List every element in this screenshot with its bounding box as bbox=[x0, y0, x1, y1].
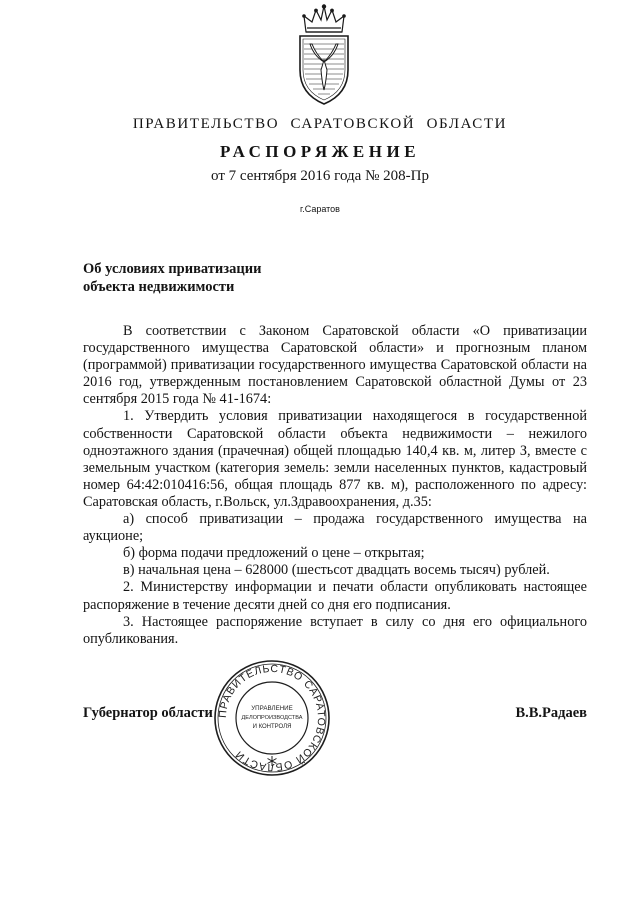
document-body bbox=[83, 323, 587, 648]
preamble-paragraph: В соответствии с Законом Саратовской области «О приватизации государственного имущества Саратовской области» и прогнозным планом (программой) приватизации государственного имущества Саратовской области на 2016 год, утвержденным постановлением Саратовской областной Думы от 23 сентября 2015 года № 41-1674: bbox=[83, 323, 587, 408]
document-subject bbox=[83, 260, 261, 296]
item-1-paragraph: 1. Утвердить условия приватизации находящегося в государственной собственности Саратовской области объекта недвижимости – нежилого одноэтажного здания (прачечная) общей площадью 140,4 кв. м, литер З, вместе с земельным участком (категория земель: земли населенных пунктов, кадастровый номер 64:42:010416:56, общая площадь 877 кв. м), расположенного по адресу: Саратовская область, г.Вольск, ул.Здравоохранения, д.35: bbox=[83, 408, 587, 510]
item-1a-paragraph: а) способ приватизации – продажа государственного имущества на аукционе; bbox=[83, 511, 587, 545]
government-title: ПРАВИТЕЛЬСТВО САРАТОВСКОЙ ОБЛАСТИ bbox=[132, 116, 508, 132]
stamp-line-3: И КОНТРОЛЯ bbox=[252, 724, 292, 730]
stamp-ring-text: ПРАВИТЕЛЬСТВО САРАТОВСКОЙ ОБЛАСТИ bbox=[216, 662, 328, 774]
item-3-paragraph: 3. Настоящее распоряжение вступает в силу со дня его официального опубликования. bbox=[83, 613, 587, 647]
subject-line-2: объекта недвижимости bbox=[83, 279, 235, 295]
signatory-name: В.В.Радаев bbox=[515, 705, 587, 721]
subject-line-1: Об условиях приватизации bbox=[83, 261, 262, 277]
item-2-paragraph: 2. Министерству информации и печати области опубликовать настоящее распоряжение в течение десяти дней со дня его подписания. bbox=[83, 579, 587, 613]
item-1b-paragraph: б) форма подачи предложений о цене – открытая; bbox=[123, 545, 425, 562]
document-date-number: от 7 сентября 2016 года № 208-Пр bbox=[211, 168, 429, 184]
signatory-position: Губернатор области bbox=[83, 705, 213, 721]
coat-of-arms-emblem bbox=[292, 4, 356, 106]
stamp-line-2: ДЕЛОПРОИЗВОДСТВА bbox=[241, 715, 303, 721]
document-type: РАСПОРЯЖЕНИЕ bbox=[219, 142, 421, 161]
item-1c-paragraph: в) начальная цена – 628000 (шестьсот двадцать восемь тысяч) рублей. bbox=[123, 562, 550, 579]
stamp-line-1: УПРАВЛЕНИЕ bbox=[251, 705, 293, 712]
official-stamp bbox=[212, 658, 332, 778]
document-place: г.Саратов bbox=[300, 204, 340, 214]
